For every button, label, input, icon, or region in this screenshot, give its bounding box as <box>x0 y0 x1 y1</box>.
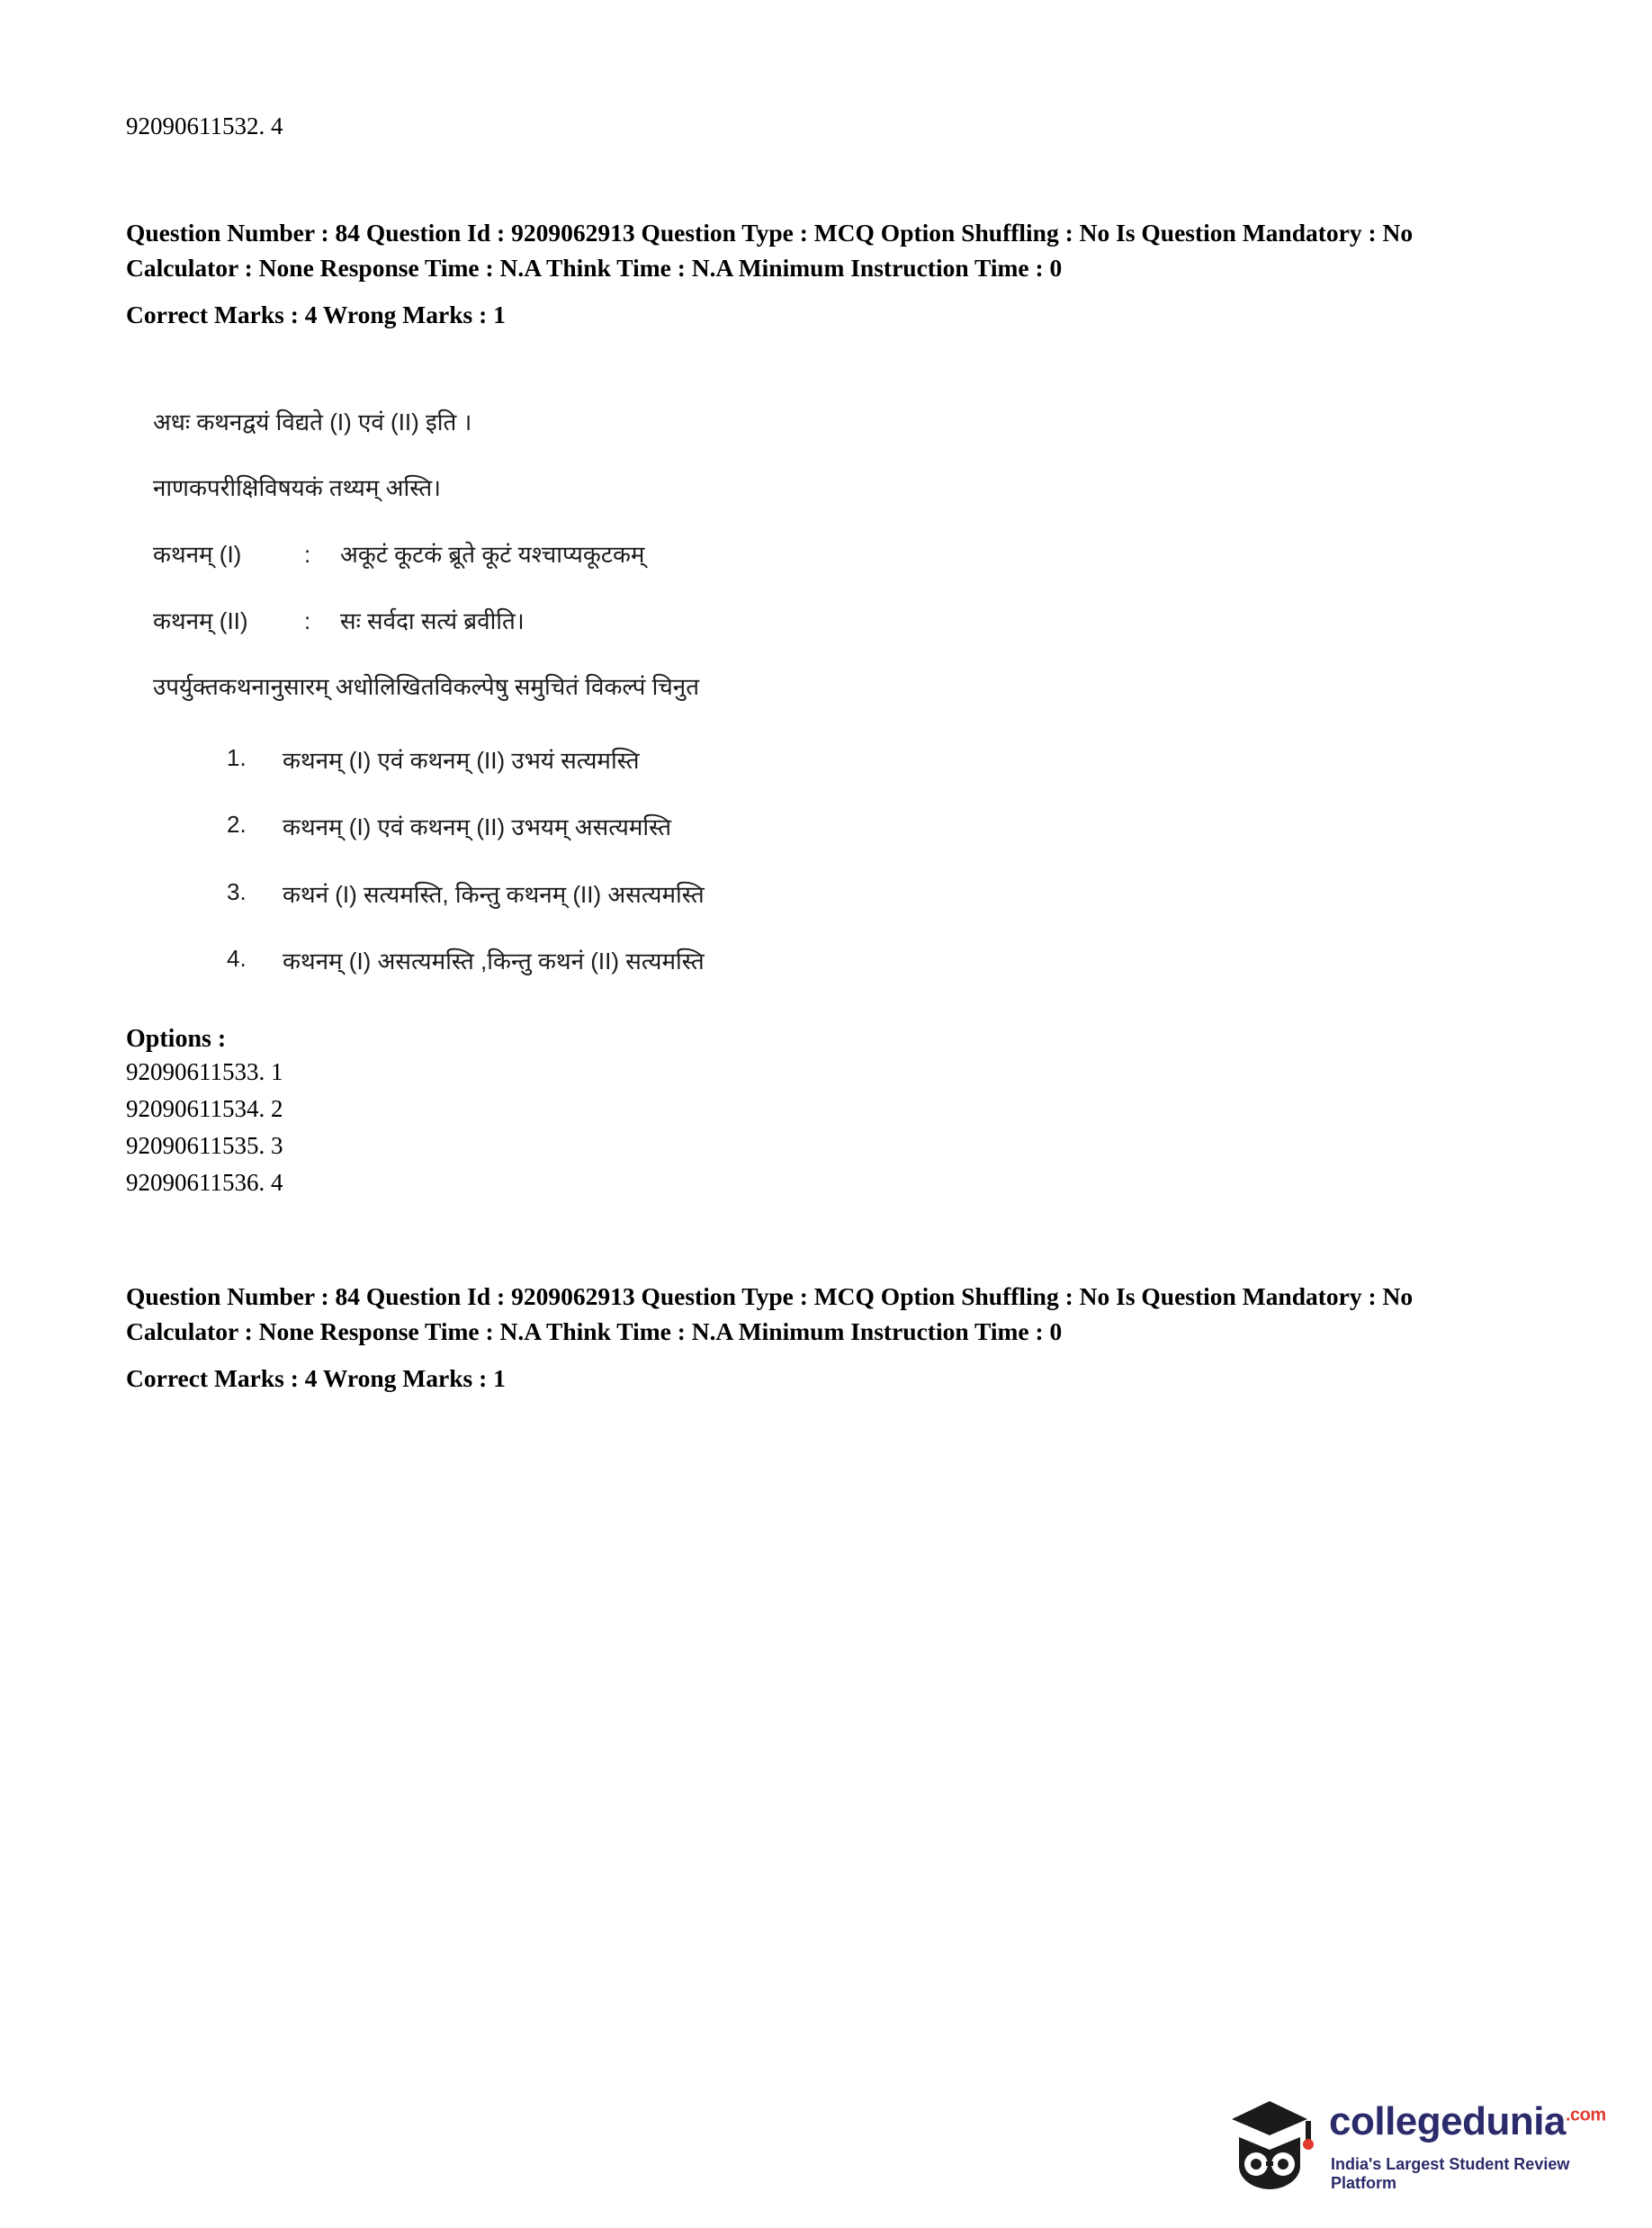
answer-choice-number: 2. <box>227 811 247 839</box>
statement-1-colon: : <box>304 541 311 569</box>
option-id-line: 92090611534. 2 <box>126 1094 283 1122</box>
answer-choice[interactable] <box>227 945 1494 977</box>
collegedunia-brand-suffix: .com <box>1565 2105 1606 2125</box>
previous-answer-line: 92090611532. 4 <box>126 112 283 139</box>
statement-2-label: कथनम् (II) <box>153 606 248 634</box>
answer-choice-number: 4. <box>227 945 247 973</box>
answer-choice-text: कथनम् (I) असत्यमस्ति ,किन्तु कथनं (II) सत्यमस्ति <box>283 948 705 975</box>
question-meta-text-secondary: Question Number : 84 Question Id : 9209062913 Question Type : MCQ Option Shuffling : No Is Question Mandatory : No Calculator : None Response Time : N.A Think Time : N.A Minimum Instruction Time : 0 <box>126 1281 1414 1345</box>
statement-2-colon: : <box>304 606 311 634</box>
answer-choice-text: कथनम् (I) एवं कथनम् (II) उभयं सत्यमस्ति <box>283 747 640 775</box>
question-line-2: नाणकपरीक्षिविषयकं तथ्यम् अस्ति। <box>153 474 442 502</box>
collegedunia-wordmark <box>1329 2099 1606 2144</box>
question-body <box>153 406 1494 978</box>
collegedunia-watermark <box>1219 2092 1606 2200</box>
option-id-line: 92090611535. 3 <box>126 1131 283 1159</box>
collegedunia-tagline: India's Largest Student Review Platform <box>1331 2155 1570 2192</box>
statement-1-text: अकूटं कूटकं ब्रूते कूटं यश्चाप्यकूटकम् <box>340 541 645 569</box>
question-meta-text: Question Number : 84 Question Id : 9209062913 Question Type : MCQ Option Shuffling : No Is Question Mandatory : No Calculator : None Response Time : N.A Think Time : N.A Minimum Instruction Time : 0 <box>126 218 1414 282</box>
answer-choice-text: कथनम् (I) एवं कथनम् (II) उभयम् असत्यमस्ति <box>283 813 672 841</box>
question-meta-block-top <box>126 215 1431 332</box>
collegedunia-logo-icon <box>1219 2094 1320 2191</box>
collegedunia-brand: collegedunia <box>1329 2099 1566 2143</box>
answer-choice[interactable] <box>227 744 1494 777</box>
answer-choice[interactable] <box>227 878 1494 911</box>
options-heading: Options : <box>126 1024 227 1053</box>
question-line-1: अधः कथनद्वयं विद्यते (I) एवं (II) इति । <box>153 408 472 436</box>
statement-1 <box>153 538 1494 572</box>
statement-2 <box>153 605 1494 639</box>
question-marks-text-secondary: Correct Marks : 4 Wrong Marks : 1 <box>126 1363 506 1392</box>
statement-2-text: सः सर्वदा सत्यं ब्रवीति। <box>340 606 525 634</box>
answer-choice-list <box>227 744 1494 978</box>
answer-choice-text: कथनं (I) सत्यमस्ति, किन्तु कथनम् (II) असत्यमस्ति <box>283 880 705 908</box>
statement-1-label: कथनम् (I) <box>153 541 242 569</box>
option-id-line: 92090611533. 1 <box>126 1057 283 1085</box>
document-content <box>126 108 1494 1396</box>
question-marks-text: Correct Marks : 4 Wrong Marks : 1 <box>126 300 506 328</box>
option-id-line: 92090611536. 4 <box>126 1168 283 1196</box>
answer-choice-number: 3. <box>227 877 247 905</box>
answer-choice-number: 1. <box>227 744 247 772</box>
answer-choice[interactable] <box>227 811 1494 843</box>
question-instruction: उपर्युक्तकथनानुसारम् अधोलिखितविकल्पेषु समुचितं विकल्पं चिनुत <box>153 673 700 701</box>
question-meta-block-bottom <box>126 1279 1431 1396</box>
